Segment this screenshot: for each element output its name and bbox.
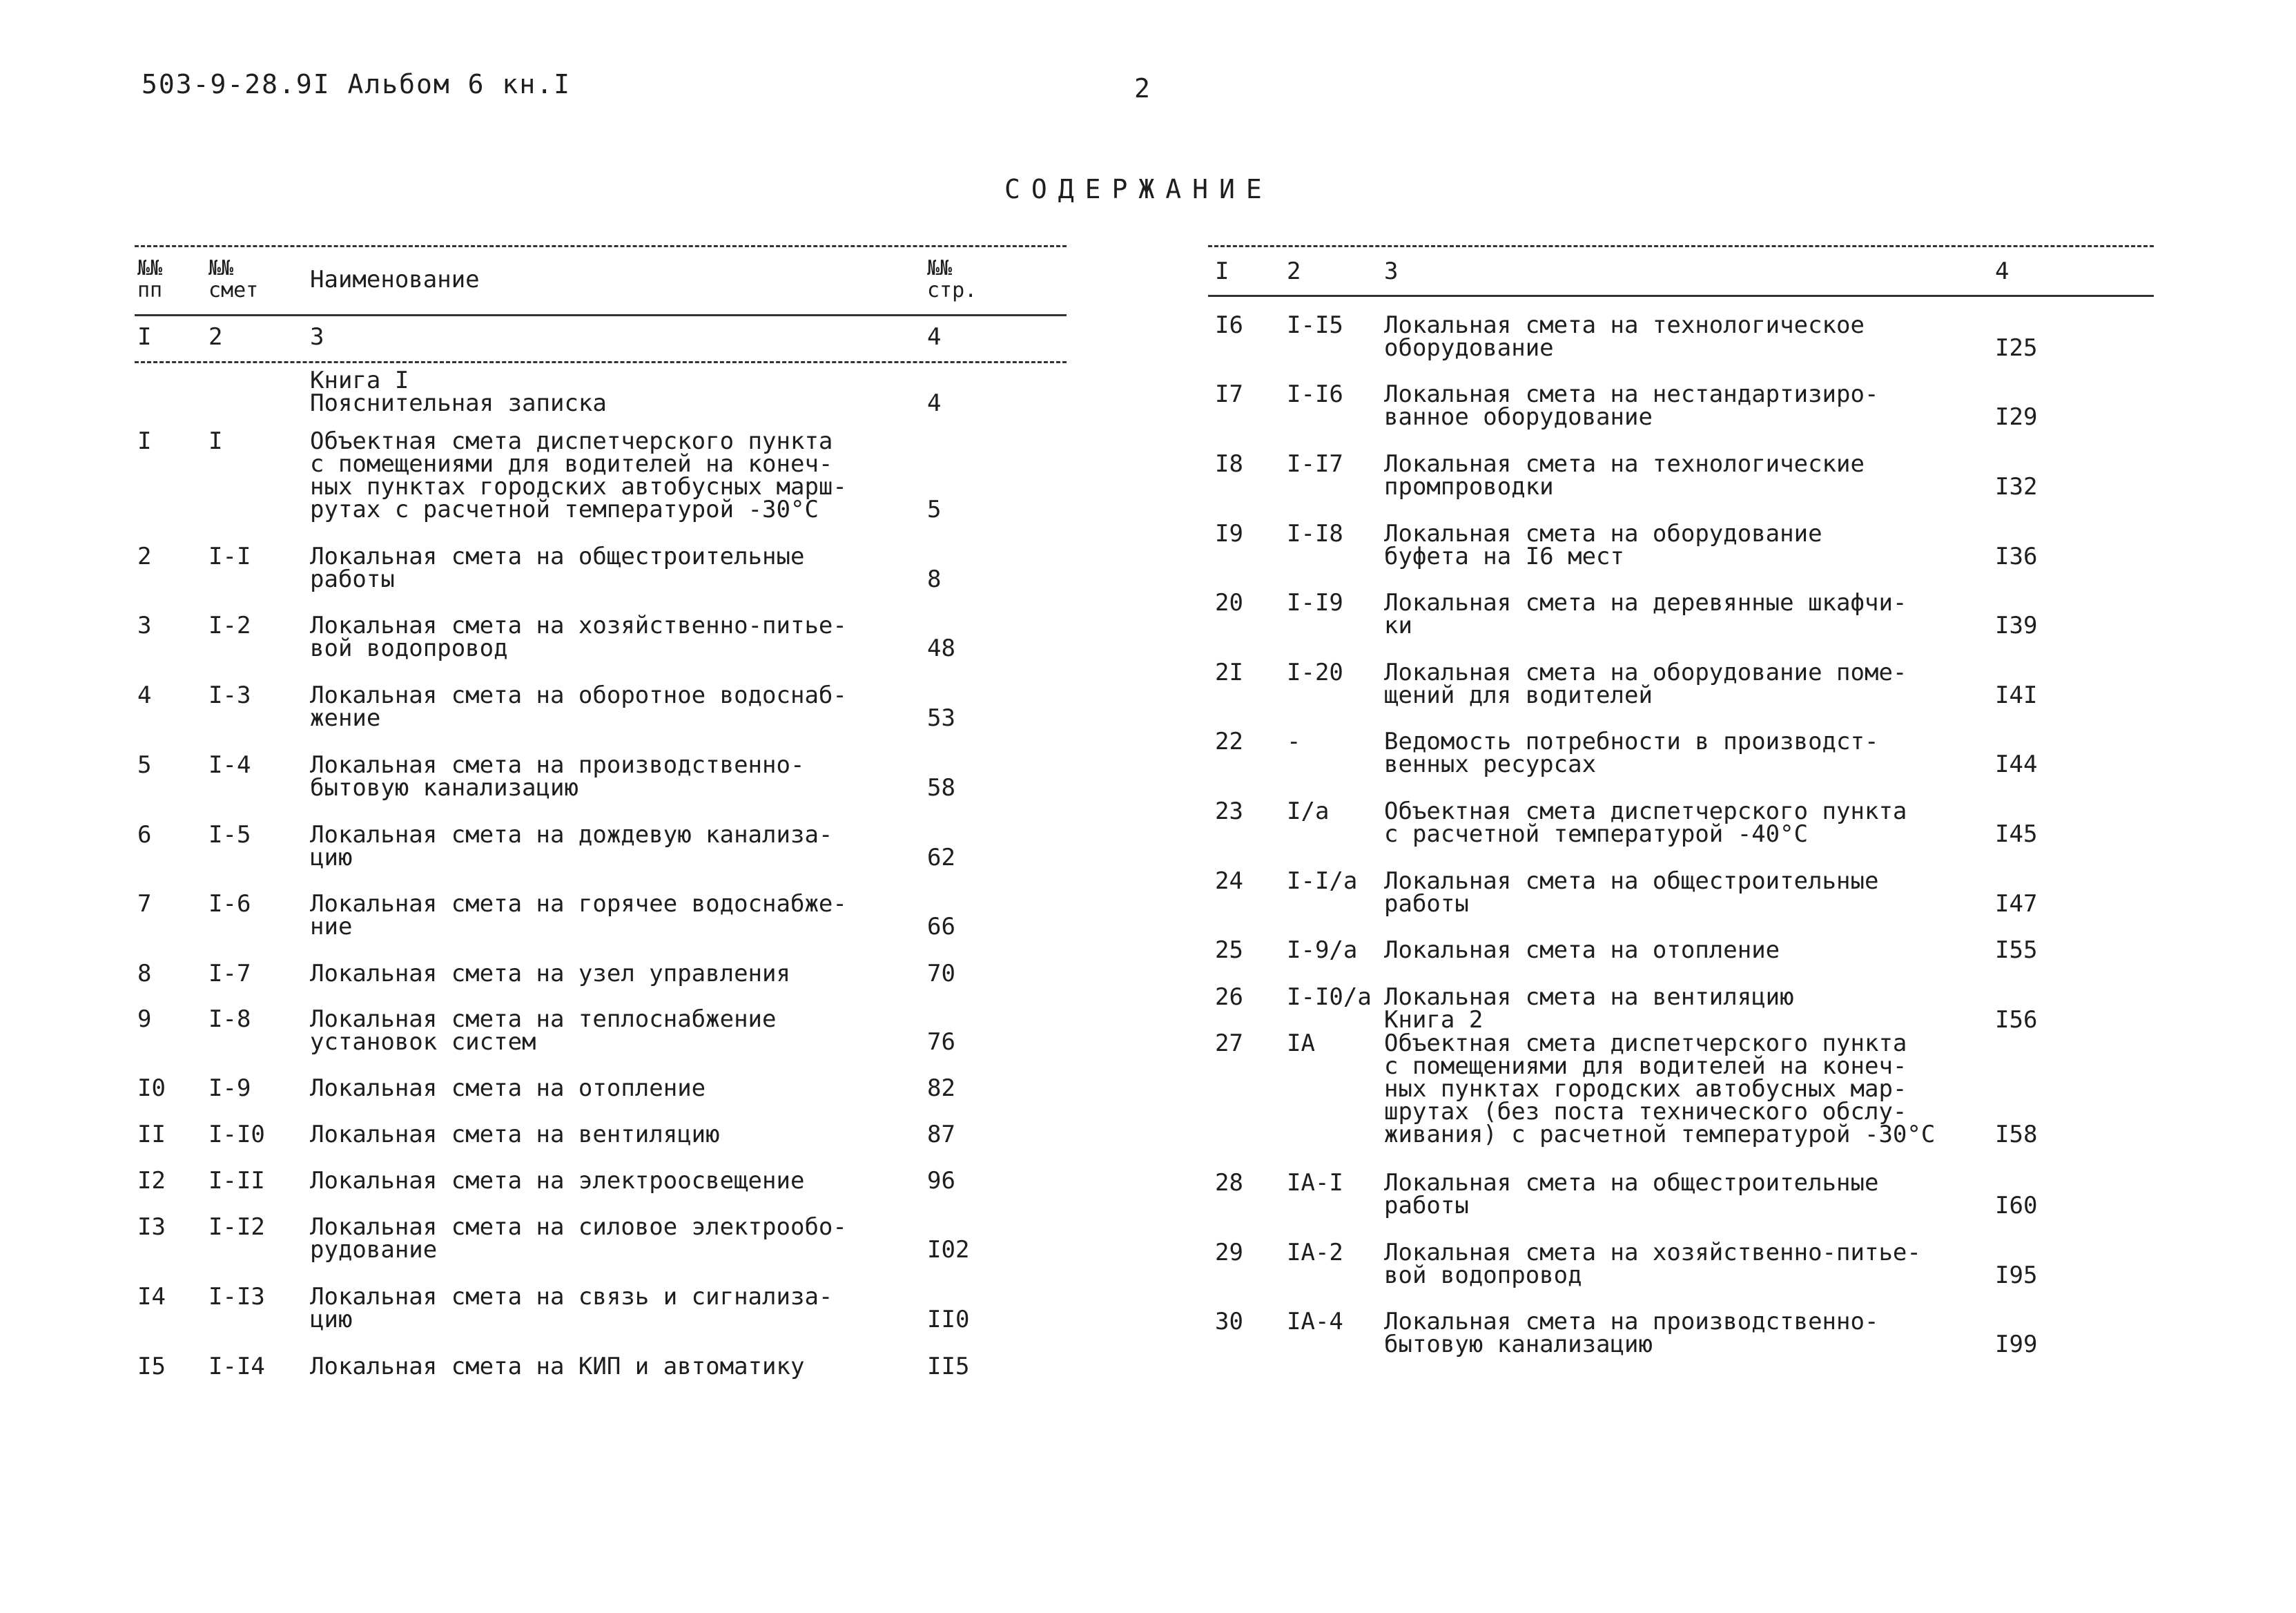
row-page: 76 — [927, 1028, 955, 1056]
estimate-number: I-6 — [208, 890, 251, 918]
row-page: I39 — [1995, 612, 2038, 639]
estimate-number: I-II — [208, 1167, 265, 1195]
estimate-number: IА-4 — [1287, 1308, 1343, 1335]
estimate-number: I-2 — [208, 612, 251, 639]
row-name: Локальная смета на хозяйственно-питье- вой водопровод — [310, 612, 847, 662]
row-page: 87 — [927, 1121, 955, 1148]
row-name: Локальная смета на оборудование поме- щений для водителей — [1384, 659, 1907, 709]
estimate-number: I-3 — [208, 682, 251, 709]
row-name: Локальная смета на общестроительные работы — [1384, 1169, 1879, 1219]
estimate-number: I-I0 — [208, 1121, 265, 1148]
estimate-number: I-9 — [208, 1074, 251, 1102]
row-page: I55 — [1995, 936, 2038, 964]
row-number: 2I — [1215, 659, 1243, 686]
row-number: 5 — [137, 751, 152, 779]
row-name: Объектная смета диспетчерского пункта с помещениями для водителей на конеч- ных пунктах городских автобусных мар- шрутах (без поста технического обслу- живания) с расчетной температурой -30°С — [1384, 1030, 1936, 1148]
row-number: 7 — [137, 890, 152, 918]
page-number: 2 — [1134, 73, 1151, 104]
row-page: 66 — [927, 913, 955, 940]
row-name: Локальная смета на общестроительные работы — [1384, 867, 1879, 918]
row-page: II5 — [927, 1353, 970, 1380]
row-page: I36 — [1995, 543, 2038, 570]
estimate-number: I-5 — [208, 821, 251, 849]
row-number: I2 — [137, 1167, 166, 1195]
row-page: I45 — [1995, 820, 2038, 848]
row-name: Ведомость потребности в производст- венных ресурсах — [1384, 728, 1879, 778]
top-rule — [1208, 245, 2154, 247]
row-name: Локальная смета на КИП и автоматику — [310, 1353, 805, 1380]
row-number: 6 — [137, 821, 152, 849]
estimate-number: I/а — [1287, 798, 1330, 825]
estimate-number: I-4 — [208, 751, 251, 779]
row-name: Локальная смета на технологические промпроводки — [1384, 450, 1865, 501]
row-page: I25 — [1995, 334, 2038, 362]
row-name: Локальная смета на теплоснабжение установок систем — [310, 1005, 777, 1056]
row-name: Локальная смета на производственно- бытовую канализацию — [1384, 1308, 1879, 1358]
col-number-4: 4 — [1995, 258, 2010, 285]
row-number: 2 — [137, 543, 152, 570]
row-page: I4I — [1995, 682, 2038, 709]
row-number: I4 — [137, 1283, 166, 1311]
row-page: I56 — [1995, 1006, 2038, 1034]
estimate-number: I-I2 — [208, 1213, 265, 1241]
row-name: Объектная смета диспетчерского пункта с помещениями для водителей на конеч- ных пунктах городских автобусных марш- рутах с расчетной температурой -30°С — [310, 427, 847, 523]
document-code: 503-9-28.9I Альбом 6 кн.I — [142, 69, 571, 99]
row-name: Книга I Пояснительная записка — [310, 367, 607, 417]
row-name: Локальная смета на производственно- бытовую канализацию — [310, 751, 805, 802]
col-number-1: I — [1215, 258, 1229, 285]
row-number: I6 — [1215, 311, 1243, 339]
page-title: СОДЕРЖАНИЕ — [1004, 174, 1273, 204]
row-number: 9 — [137, 1005, 152, 1033]
row-page: I29 — [1995, 403, 2038, 431]
row-name: Локальная смета на деревянные шкафчи- ки — [1384, 589, 1907, 639]
row-page: 82 — [927, 1074, 955, 1102]
estimate-number: I-I4 — [208, 1353, 265, 1380]
row-number: I8 — [1215, 450, 1243, 478]
row-number: 22 — [1215, 728, 1243, 755]
col-number-3: 3 — [1384, 258, 1399, 285]
row-page: I58 — [1995, 1121, 2038, 1148]
row-number: 29 — [1215, 1239, 1243, 1266]
estimate-number: IА-2 — [1287, 1239, 1343, 1266]
row-page: I95 — [1995, 1262, 2038, 1289]
row-page: 4 — [927, 389, 942, 417]
estimate-number: IА-I — [1287, 1169, 1343, 1197]
row-number: I5 — [137, 1353, 166, 1380]
row-page: 62 — [927, 844, 955, 871]
estimate-number: I-I/а — [1287, 867, 1358, 895]
row-name: Локальная смета на узел управления — [310, 960, 790, 987]
row-number: I — [137, 427, 152, 455]
row-number: 26 — [1215, 983, 1243, 1011]
estimate-number: I-8 — [208, 1005, 251, 1033]
row-page: I44 — [1995, 751, 2038, 778]
row-page: I32 — [1995, 473, 2038, 501]
estimate-number: I-9/а — [1287, 936, 1358, 964]
header-name: Наименование — [310, 266, 480, 293]
row-number: 3 — [137, 612, 152, 639]
header-rule — [1208, 295, 2154, 297]
row-page: 5 — [927, 496, 942, 523]
estimate-number: I-I7 — [1287, 450, 1343, 478]
row-page: 53 — [927, 704, 955, 732]
row-number: 4 — [137, 682, 152, 709]
row-number: I0 — [137, 1074, 166, 1102]
row-name: Объектная смета диспетчерского пункта с расчетной температурой -40°С — [1384, 798, 1907, 848]
header-page: №№ стр. — [927, 256, 977, 302]
estimate-number: I-I3 — [208, 1283, 265, 1311]
estimate-number: I-I — [208, 543, 251, 570]
row-page: I02 — [927, 1236, 970, 1264]
row-name: Локальная смета на вентиляцию Книга 2 — [1384, 983, 1794, 1034]
row-name: Локальная смета на электроосвещение — [310, 1167, 805, 1195]
row-name: Локальная смета на горячее водоснабже- ние — [310, 890, 847, 940]
row-number: 20 — [1215, 589, 1243, 617]
row-name: Локальная смета на хозяйственно-питье- вой водопровод — [1384, 1239, 1921, 1289]
row-page: 48 — [927, 635, 955, 662]
row-name: Локальная смета на отопление — [310, 1074, 706, 1102]
estimate-number: I — [208, 427, 223, 455]
header-rule — [135, 314, 1067, 316]
row-name: Локальная смета на оборудование буфета на I6 мест — [1384, 520, 1822, 570]
row-name: Локальная смета на нестандартизиро- ванное оборудование — [1384, 380, 1879, 431]
estimate-number: I-I8 — [1287, 520, 1343, 548]
row-name: Локальная смета на дождевую канализа- цию — [310, 821, 833, 871]
row-page: I47 — [1995, 890, 2038, 918]
row-number: 8 — [137, 960, 152, 987]
row-number: II — [137, 1121, 166, 1148]
col-number-3: 3 — [310, 323, 324, 351]
row-page: I99 — [1995, 1331, 2038, 1358]
row-number: 28 — [1215, 1169, 1243, 1197]
row-name: Локальная смета на отопление — [1384, 936, 1780, 964]
row-number: 24 — [1215, 867, 1243, 895]
col-number-1: I — [137, 323, 152, 351]
row-number: I9 — [1215, 520, 1243, 548]
estimate-number: I-I9 — [1287, 589, 1343, 617]
row-page: 8 — [927, 566, 942, 593]
col-number-4: 4 — [927, 323, 942, 351]
row-page: II0 — [927, 1306, 970, 1333]
estimate-number: I-20 — [1287, 659, 1343, 686]
row-name: Локальная смета на оборотное водоснаб- жение — [310, 682, 847, 732]
estimate-number: - — [1287, 728, 1301, 755]
row-number: I3 — [137, 1213, 166, 1241]
estimate-number: I-I6 — [1287, 380, 1343, 408]
header-pp: №№ пп — [137, 256, 163, 302]
col-number-2: 2 — [208, 323, 223, 351]
top-rule — [135, 245, 1067, 247]
header-smet: №№ смет — [208, 256, 259, 302]
col-number-2: 2 — [1287, 258, 1301, 285]
row-name: Локальная смета на общестроительные работы — [310, 543, 805, 593]
row-page: I60 — [1995, 1192, 2038, 1219]
estimate-number: IА — [1287, 1030, 1315, 1057]
row-page: 96 — [927, 1167, 955, 1195]
estimate-number: I-I5 — [1287, 311, 1343, 339]
row-number: 25 — [1215, 936, 1243, 964]
row-number: 27 — [1215, 1030, 1243, 1057]
row-name: Локальная смета на силовое электрообо- рудование — [310, 1213, 847, 1264]
row-page: 70 — [927, 960, 955, 987]
estimate-number: I-7 — [208, 960, 251, 987]
numbers-rule — [135, 361, 1067, 363]
row-page: 58 — [927, 774, 955, 802]
row-name: Локальная смета на технологическое оборудование — [1384, 311, 1865, 362]
row-number: 30 — [1215, 1308, 1243, 1335]
row-number: 23 — [1215, 798, 1243, 825]
row-number: I7 — [1215, 380, 1243, 408]
row-name: Локальная смета на связь и сигнализа- цию — [310, 1283, 833, 1333]
row-name: Локальная смета на вентиляцию — [310, 1121, 720, 1148]
estimate-number: I-I0/а — [1287, 983, 1372, 1011]
